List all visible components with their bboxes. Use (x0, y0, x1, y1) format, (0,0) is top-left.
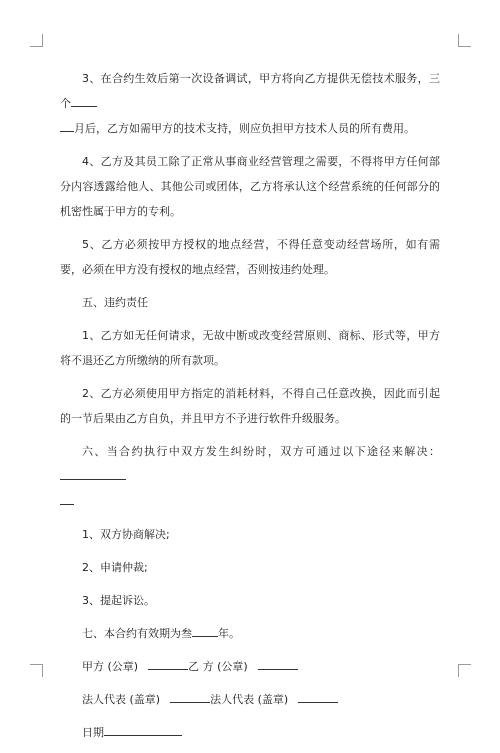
term-clause (60, 621, 440, 646)
rep-a-blank (170, 690, 210, 703)
breach-item-1: 1、乙方如无任何请求，无故中断或改变经营原则、商标、形式等，甲方将不退还乙方所缴纳的所有款项。 (60, 329, 440, 367)
date-row (60, 720, 440, 745)
rep-b-blank (298, 690, 338, 703)
section-5-title: 五、违约责任 (82, 296, 148, 309)
party-a-seal-label: 甲方 (公章) (82, 660, 139, 673)
dispute-blank (60, 467, 126, 480)
term-blank (192, 624, 218, 637)
crop-mark-bottom-right (458, 664, 471, 677)
dispute-blank-cont (60, 492, 74, 505)
party-b-seal-label: 乙 方 (公章) (188, 660, 248, 673)
term-text-b: 年。 (218, 627, 240, 640)
term-text-a: 七、本合约有效期为叁 (82, 627, 192, 640)
crop-mark-bottom-left (30, 664, 43, 677)
dispute-option-1: 1、双方协商解决; (82, 528, 170, 541)
dispute-option-2: 2、申请仲裁; (82, 561, 148, 574)
rep-a-label: 法人代表 (盖章) (82, 693, 161, 706)
date-label: 日期 (82, 726, 104, 739)
rep-b-label: 法人代表 (盖章) (210, 693, 289, 706)
crop-mark-top-left (30, 34, 43, 47)
signature-reps-row (60, 687, 440, 712)
party-a-seal-blank (148, 657, 188, 670)
clause-item-3-text-a: 3、在合约生效后第一次设备调试，甲方将向乙方提供无偿技术服务，三个 (60, 72, 440, 110)
clause-item-4: 4、乙方及其员工除了正常从事商业经营管理之需要，不得将甲方任何部分内容透露给他人、其他公司或团体，乙方将承认这个经营系统的任何部分的机密性属于甲方的专利。 (60, 155, 440, 218)
clause-item-5: 5、乙方必须按甲方授权的地点经营，不得任意变动经营场所，如有需要，必须在甲方没有授权的地点经营，否则按违约处理。 (60, 238, 440, 276)
document-body (60, 66, 440, 753)
clause-item-3 (60, 66, 440, 141)
dispute-clause (60, 439, 440, 514)
months-blank-cont (60, 119, 74, 132)
breach-item-2: 2、乙方必须使用甲方指定的消耗材料，不得自己任意改换，因此而引起的一节后果由乙方自负，并且甲方不予进行软件升级服务。 (60, 387, 440, 425)
dispute-clause-text: 六、当合约执行中双方发生纠纷时，双方可通过以下途径来解决： (82, 445, 440, 458)
clause-item-3-text-b: 月后，乙方如需甲方的技术支持，则应负担甲方技术人员的所有费用。 (74, 122, 415, 135)
party-b-seal-blank (258, 657, 298, 670)
months-blank (71, 94, 97, 107)
crop-mark-top-right (458, 34, 471, 47)
signature-seals-row (60, 654, 440, 679)
date-blank (104, 723, 182, 736)
dispute-option-3: 3、提起诉讼。 (82, 594, 155, 607)
